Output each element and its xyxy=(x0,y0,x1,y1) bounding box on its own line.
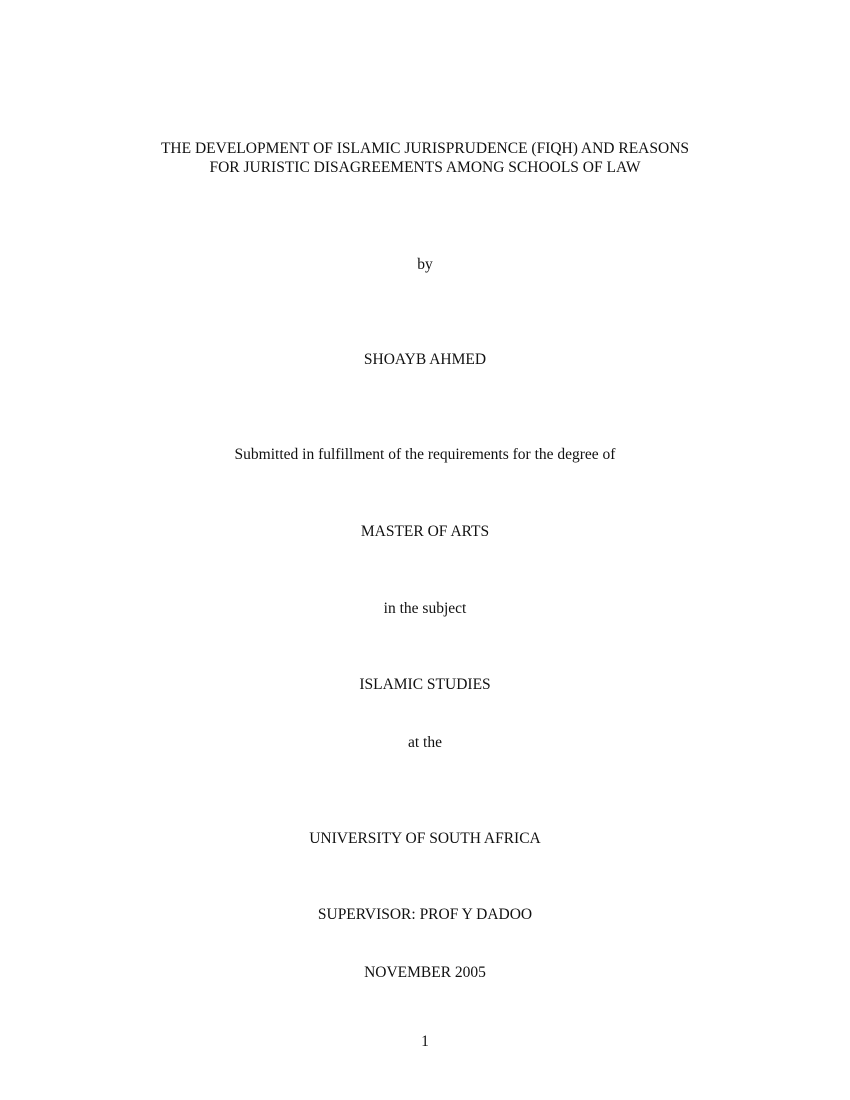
submission-statement: Submitted in fulfillment of the requirements for the degree of xyxy=(234,446,616,463)
at-the-label: at the xyxy=(408,734,442,751)
thesis-title-line-1: THE DEVELOPMENT OF ISLAMIC JURISPRUDENCE (FIQH) AND REASONS xyxy=(160,140,690,157)
page-number: 1 xyxy=(421,1033,429,1050)
thesis-title-line-2: FOR JURISTIC DISAGREEMENTS AMONG SCHOOLS OF LAW xyxy=(209,159,641,176)
university-name: UNIVERSITY OF SOUTH AFRICA xyxy=(309,830,541,847)
author-name: SHOAYB AHMED xyxy=(363,351,487,368)
subject-name: ISLAMIC STUDIES xyxy=(359,676,491,693)
subject-intro: in the subject xyxy=(383,600,467,617)
thesis-title xyxy=(0,139,850,177)
submission-date: NOVEMBER 2005 xyxy=(364,964,486,981)
supervisor-line: SUPERVISOR: PROF Y DADOO xyxy=(317,906,533,923)
by-label: by xyxy=(417,256,433,273)
degree-name: MASTER OF ARTS xyxy=(360,523,490,540)
